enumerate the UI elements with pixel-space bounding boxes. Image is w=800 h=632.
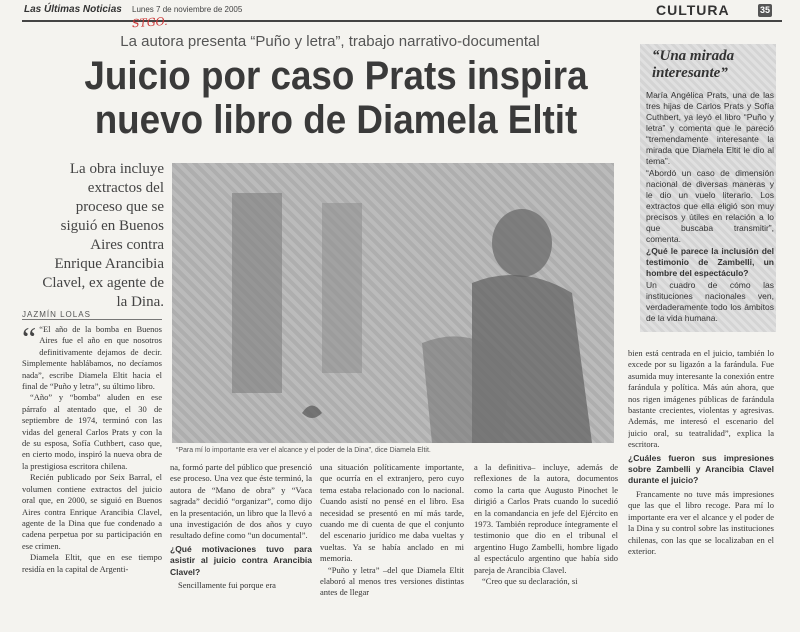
- body-paragraph: Sencillamente fui porque era: [178, 580, 276, 591]
- body-paragraph: “El año de la bomba en Buenos Aires fue el año en que nosotros definitivamente dejamos de decir. Simplemente hablábamos, no decíamos nada”, escribe Diamela Eltit hacia el final de “Puño y letra”, su último libro.: [22, 324, 162, 392]
- body-column-4: [474, 462, 618, 612]
- body-column-3: [320, 462, 464, 612]
- interview-question: ¿Qué motivaciones tuvo para asistir al juicio contra Arancibia Clavel?: [170, 543, 312, 577]
- body-paragraph: a la definitiva– incluye, además de reflexiones de la autora, documentos como la carta que Augusto Pinochet le dirigió a Carlos Prats cuando lo sucedió en la comandancia en jefe del Ejército en 1973. También reproduce íntegramente el testimonio que dio en el tribunal el argentino Hugo Zambelli, hombre ligado al espectáculo argentino que había sido pareja de Arancibia Clavel.: [474, 462, 618, 575]
- sidebar-paragraph: María Angélica Prats, una de las tres hijas de Carlos Prats y Sofía Cuthbert, ya leyó el libro “Puño y letra” y comenta que le pareció “tremendamente interesante la mirada que Diamela Eltit le dio al tema”.: [646, 90, 774, 166]
- body-paragraph: Diamela Eltit, que en ese tiempo residía en la capital de Argenti-: [22, 552, 162, 574]
- body-paragraph: una situación políticamente importante, que ocurría en el extranjero, pero cuyo tema estaba relacionado con lo nacional. Cuando asistí no pensé en el libro. Esa necesidad se presentó en mí más tarde, cuando me di cuenta de que el conjunto del escenario jurídico me daba vueltas y vueltas. Ya se había anclado en mi memoria.: [320, 462, 464, 564]
- body-paragraph: “Creo que su declaración, si: [482, 576, 578, 587]
- page-number: 35: [759, 5, 770, 15]
- section-name: CULTURA: [656, 2, 730, 18]
- body-paragraph: Francamente no tuve más impresiones que las que el libro recoge. Para mí lo importante era ver el alcance y el poder de la Dina y su control sobre las instituciones chilenas, con las que se localizaban en el exterior.: [628, 488, 774, 556]
- handwritten-note: STGO.: [131, 14, 168, 31]
- photo-caption: “Para mí lo importante era ver el alcance y el poder de la Dina”, dice Diamela Eltit.: [176, 447, 431, 454]
- article-kicker: La autora presenta “Puño y letra”, trabajo narrativo-documental: [120, 33, 540, 50]
- article-headline: Juicio por caso Prats inspira nuevo libro de Diamela Eltit: [84, 54, 588, 142]
- body-paragraph: “Año” y “bomba” aluden en ese párrafo al atentado que, el 30 de septiembre de 1974, terminó con las vidas del general Carlos Prats y con la de su esposa, Sofía Cuthbert, caso que, en cierto modo, inspiró la nueva obra de la prestigiosa escritora chilena.: [22, 392, 162, 471]
- author-photo: [172, 163, 614, 443]
- sidebar-question: ¿Qué le parece la inclusión del testimonio de Zambelli, un hombre del espectáculo?: [646, 246, 774, 278]
- body-paragraph: “Puño y letra” –del que Diamela Eltit elaboró al menos tres versiones distintas antes de llegar: [320, 564, 464, 598]
- sidebar-text: [646, 90, 774, 325]
- body-column-5: [628, 348, 774, 612]
- interview-question: ¿Cuáles fueron sus impresiones sobre Zambelli y Arancibia Clavel durante el juicio?: [628, 452, 774, 486]
- issue-date: Lunes 7 de noviembre de 2005: [132, 5, 243, 14]
- photo-illustration: [172, 163, 614, 443]
- body-paragraph: Recién publicado por Seix Barral, el volumen contiene extractos del juicio oral que, en 2000, se siguió en Buenos Aires contra Enrique Arancibia Clavel, agente de la Dina que fue condenado a cadena perpetua por su participación en ese crimen.: [22, 472, 162, 551]
- body-paragraph: bien está centrada en el juicio, también lo excede por su ligazón a la farándula. Fue asumida muy interesante la conexión entre farándula y política. Más aún ahora, que nos rigen imágenes públicas de farándula bastante crecientes, violentas y agresivas. Además, me interesó el escenario del juicio oral, su teatralidad”, explica la escritora.: [628, 348, 774, 450]
- drop-cap-quote: “: [22, 324, 37, 356]
- body-column-2: [170, 462, 312, 612]
- sidebar-answer: Un cuadro de cómo las instituciones nacionales ven, verdaderamente todo los ámbitos de la vida humana.: [646, 280, 774, 323]
- body-column-1: [22, 324, 162, 614]
- newspaper-name: Las Últimas Noticias: [24, 4, 122, 15]
- sidebar-paragraph: “Abordó un caso de dimensión nacional de diversas maneras y le dio un vuelo literario. Los extractos que ella eligió son muy precisos y útiles en relación a lo que buscaba transmitir”, comenta.: [646, 168, 774, 244]
- sidebar-title: “Una mirada interesante”: [652, 48, 735, 81]
- article-dek: La obra incluye extractos del proceso que se siguió en Buenos Aires contra Enrique Arancibia Clavel, ex agente de la Dina.: [42, 161, 164, 310]
- body-paragraph: na, formó parte del público que presenció ese proceso. Una vez que éste terminó, la autora de “Mano de obra” y “Vaca sagrada” decidió “organizar”, como dijo en la presentación, un libro que la llevó a una investigación de dos años y cuyo resultado define como “un documental”.: [170, 462, 312, 541]
- byline: JAZMÍN LOLAS: [22, 310, 162, 320]
- sidebar-box: [640, 44, 776, 332]
